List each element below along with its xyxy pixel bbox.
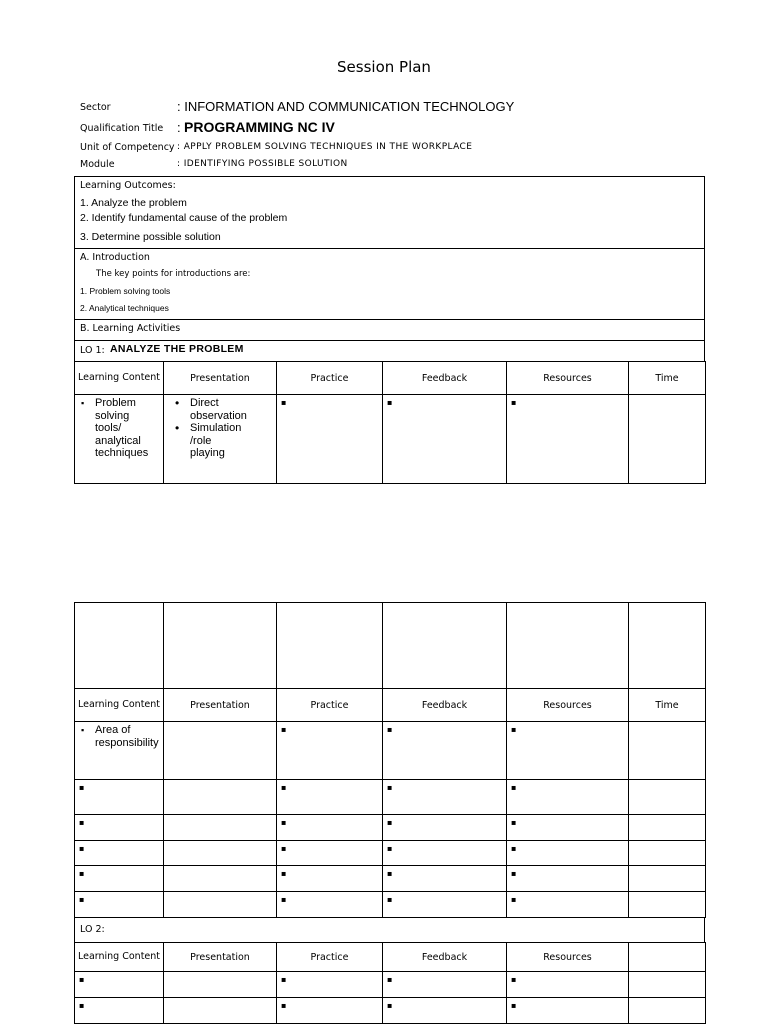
bullet-marker: ▪ [79, 844, 85, 853]
table-cell [383, 892, 507, 918]
col-learning-content: Learning Content [75, 362, 164, 395]
outcome-item: 1. Analyze the problem [80, 197, 187, 209]
lo2-box [74, 917, 705, 943]
table-cell [164, 395, 277, 484]
bullet-marker: ▪ [511, 783, 517, 792]
activities-heading: B. Learning Activities [80, 323, 181, 334]
introduction-item: 2. Analytical techniques [80, 303, 169, 313]
table-cell [629, 780, 706, 815]
table-cell [383, 841, 507, 866]
table-cell [629, 841, 706, 866]
table-cell [383, 972, 507, 998]
table-cell [507, 780, 629, 815]
list-item: ▪ Problem solving tools/ analytical techniques [77, 397, 137, 460]
table-cell [164, 866, 277, 892]
unit-label: Unit of Competency [80, 142, 175, 153]
lo1-title: ANALYZE THE PROBLEM [110, 343, 244, 355]
col-presentation: Presentation [164, 943, 277, 972]
table-cell [629, 722, 706, 780]
table-cell [75, 722, 164, 780]
bullet-marker: ▪ [387, 1001, 393, 1010]
bullet-marker: ▪ [387, 844, 393, 853]
sector-label: Sector [80, 102, 111, 113]
outcome-item: 2. Identify fundamental cause of the problem [80, 212, 288, 224]
table-cell [507, 866, 629, 892]
module-label: Module [80, 159, 115, 170]
introduction-lead: The key points for introductions are: [96, 269, 251, 279]
table-cell [629, 943, 706, 972]
bullet-marker: ▪ [387, 783, 393, 792]
outcome-item: 3. Determine possible solution [80, 231, 221, 243]
bullet-marker: ▪ [79, 1001, 85, 1010]
table-cell [629, 892, 706, 918]
table-cell [75, 395, 164, 484]
table-cell [277, 722, 383, 780]
col-time: Time [629, 362, 706, 395]
table-cell [629, 395, 706, 484]
lo1-box [74, 340, 705, 362]
bullet-marker: ▪ [387, 869, 393, 878]
bullet-marker: ▪ [79, 783, 85, 792]
qualification-label: Qualification Title [80, 123, 164, 134]
col-presentation: Presentation [164, 689, 277, 722]
learning-activities-box [74, 319, 705, 341]
activities-table-2 [74, 602, 706, 918]
table-cell [277, 815, 383, 841]
col-feedback: Feedback [383, 943, 507, 972]
table-cell [507, 722, 629, 780]
table-cell [507, 972, 629, 998]
sector-value: : INFORMATION AND COMMUNICATION TECHNOLOGY [177, 99, 515, 114]
introduction-box [74, 248, 705, 320]
lo1-activities-table [74, 361, 706, 484]
table-cell [629, 603, 706, 689]
table-cell [277, 998, 383, 1024]
col-learning-content: Learning Content [75, 689, 164, 722]
col-resources: Resources [507, 689, 629, 722]
bullet-marker: ▪ [511, 725, 517, 734]
introduction-item: 1. Problem solving tools [80, 286, 171, 296]
bullet-marker: ▪ [281, 818, 287, 827]
bullet-marker: ▪ [281, 783, 287, 792]
bullet-marker: ▪ [281, 725, 287, 734]
table-cell [75, 603, 164, 689]
table-cell [277, 892, 383, 918]
table-cell [629, 866, 706, 892]
bullet-marker: ▪ [511, 895, 517, 904]
col-practice: Practice [277, 362, 383, 395]
bullet-marker: ▪ [387, 398, 393, 407]
bullet-marker: ▪ [281, 975, 287, 984]
table-cell [277, 841, 383, 866]
col-feedback: Feedback [383, 362, 507, 395]
qualification-prefix: : [177, 120, 181, 135]
lo2-activities-table [74, 942, 706, 1024]
bullet-marker: ▪ [387, 725, 393, 734]
table-cell [164, 722, 277, 780]
lo2-label: LO 2: [80, 924, 105, 935]
table-cell [75, 841, 164, 866]
table-cell [164, 815, 277, 841]
table-cell [75, 972, 164, 998]
table-cell [383, 603, 507, 689]
table-cell [629, 815, 706, 841]
table-cell [383, 780, 507, 815]
table-cell [277, 603, 383, 689]
table-cell [507, 395, 629, 484]
lo1-prefix: LO 1: [80, 345, 105, 356]
col-resources: Resources [507, 362, 629, 395]
col-learning-content: Learning Content [75, 943, 164, 972]
bullet-marker: ▪ [511, 975, 517, 984]
learning-outcomes-box [74, 176, 705, 249]
col-presentation: Presentation [164, 362, 277, 395]
table-cell [383, 395, 507, 484]
table-cell [507, 815, 629, 841]
list-item: ▪ Area of responsibility [77, 724, 137, 749]
table-cell [629, 998, 706, 1024]
bullet-marker: ▪ [79, 895, 85, 904]
bullet-marker: ▪ [79, 869, 85, 878]
table-cell [383, 815, 507, 841]
bullet-marker: ▪ [511, 818, 517, 827]
introduction-heading: A. Introduction [80, 252, 150, 263]
table-cell [75, 998, 164, 1024]
table-cell [277, 395, 383, 484]
col-time: Time [629, 689, 706, 722]
col-practice: Practice [277, 689, 383, 722]
table-cell [277, 780, 383, 815]
bullet-marker: ▪ [281, 869, 287, 878]
table-cell [164, 841, 277, 866]
col-practice: Practice [277, 943, 383, 972]
col-resources: Resources [507, 943, 629, 972]
bullet-marker: ▪ [511, 869, 517, 878]
table-cell [164, 892, 277, 918]
unit-value: : APPLY PROBLEM SOLVING TECHNIQUES IN THE WORKPLACE [177, 142, 473, 152]
bullet-marker: ▪ [281, 844, 287, 853]
bullet-marker: ▪ [79, 975, 85, 984]
table-cell [507, 998, 629, 1024]
table-cell [164, 972, 277, 998]
list-item: • Direct observation [172, 397, 232, 422]
table-cell [164, 603, 277, 689]
table-cell [507, 603, 629, 689]
bullet-marker: ▪ [281, 1001, 287, 1010]
table-cell [383, 722, 507, 780]
table-cell [383, 866, 507, 892]
bullet-marker: ▪ [511, 844, 517, 853]
bullet-marker: ▪ [511, 398, 517, 407]
col-feedback: Feedback [383, 689, 507, 722]
module-value: : IDENTIFYING POSSIBLE SOLUTION [177, 159, 348, 169]
bullet-marker: ▪ [511, 1001, 517, 1010]
table-cell [277, 866, 383, 892]
table-cell [75, 780, 164, 815]
bullet-marker: ▪ [79, 818, 85, 827]
table-cell [507, 892, 629, 918]
page-title: Session Plan [337, 58, 431, 76]
table-cell [164, 998, 277, 1024]
table-cell [75, 815, 164, 841]
bullet-marker: ▪ [387, 895, 393, 904]
bullet-marker: ▪ [387, 975, 393, 984]
table-cell [383, 998, 507, 1024]
table-cell [75, 892, 164, 918]
table-cell [164, 780, 277, 815]
qualification-value: PROGRAMMING NC IV [184, 119, 335, 135]
table-cell [507, 841, 629, 866]
bullet-marker: ▪ [281, 895, 287, 904]
outcomes-heading: Learning Outcomes: [80, 180, 176, 191]
table-cell [629, 972, 706, 998]
bullet-marker: ▪ [387, 818, 393, 827]
bullet-marker: ▪ [281, 398, 287, 407]
table-cell [277, 972, 383, 998]
list-item: • Simulation /role playing [172, 422, 232, 460]
table-cell [75, 866, 164, 892]
